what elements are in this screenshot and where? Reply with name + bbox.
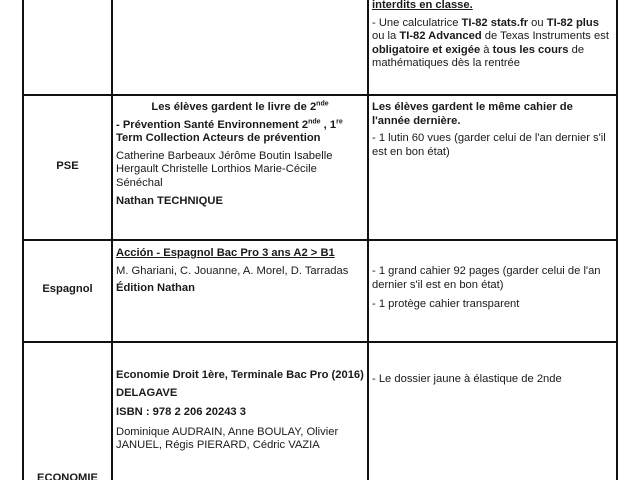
book-authors: Catherine Barbeaux Jérôme Boutin Isabelle Hergault Christelle Lorthios Marie-Cécile Sénéchal <box>116 149 333 189</box>
book-note <box>116 101 364 115</box>
text: à <box>480 43 493 56</box>
row-divider <box>22 239 618 241</box>
top-row-supplies <box>372 0 612 75</box>
text: nde <box>308 117 321 125</box>
subject-pse: PSE <box>56 160 79 172</box>
text: nde <box>316 100 329 108</box>
row-divider <box>22 341 618 343</box>
book-title <box>116 119 364 146</box>
text: TI-82 Advanced <box>399 30 482 43</box>
book-title: Economie Droit 1ère, Terminale Bac Pro (2016) <box>116 369 364 381</box>
supplies-heading: interdits en classe. <box>372 0 473 11</box>
text: , 1 <box>320 118 337 131</box>
text: de mathématiques dès la rentrée <box>372 43 585 70</box>
supply-item: - Le dossier jaune à élastique de 2nde <box>372 373 562 385</box>
text: ou la <box>372 30 400 43</box>
text: - Une calculatrice <box>372 16 462 29</box>
supply-item: - 1 protège cahier transparent <box>372 298 520 311</box>
text: ou <box>528 16 547 29</box>
pse-books <box>116 101 364 212</box>
book-isbn: ISBN : 978 2 206 20243 3 <box>116 406 246 419</box>
calculator-requirement <box>372 17 612 71</box>
text: Les élèves gardent le livre de 2 <box>151 101 317 113</box>
pse-supplies <box>372 101 612 163</box>
text: re <box>336 117 343 125</box>
text: Term Collection Acteurs de prévention <box>116 132 321 145</box>
text: tous les cours <box>492 43 569 56</box>
book-publisher: Édition Nathan <box>116 282 195 295</box>
text: TI-82 plus <box>546 16 599 29</box>
book-title: Acción - Espagnol Bac Pro 3 ans A2 > B1 <box>116 247 335 259</box>
text: de Texas Instruments est <box>481 30 609 43</box>
text: - Prévention Santé Environnement 2 <box>116 118 309 131</box>
supplies-note: Les élèves gardent le même cahier de l'année dernière. <box>372 101 573 127</box>
economie-books <box>116 369 364 457</box>
supply-item: - 1 grand cahier 92 pages (garder celui de l'an dernier s'il est en bon état) <box>372 265 601 291</box>
row-divider <box>22 94 618 96</box>
book-publisher: DELAGAVE <box>116 386 178 399</box>
book-publisher: Nathan TECHNIQUE <box>116 194 223 207</box>
supply-item: - 1 lutin 60 vues (garder celui de l'an dernier s'il est en bon état) <box>372 132 606 158</box>
text: TI-82 stats.fr <box>461 16 529 29</box>
text: obligatoire et exigée <box>372 43 481 56</box>
economie-supplies <box>372 373 612 391</box>
book-authors: Dominique AUDRAIN, Anne BOULAY, Olivier JANUEL, Régis PIERARD, Cédric VAZIA <box>116 425 339 452</box>
subject-espagnol: Espagnol <box>42 283 93 295</box>
espagnol-supplies <box>372 265 612 316</box>
espagnol-books <box>116 247 364 300</box>
book-authors: M. Ghariani, C. Jouanne, A. Morel, D. Tarradas <box>116 264 349 277</box>
subject-economie: ECONOMIE <box>37 472 98 480</box>
